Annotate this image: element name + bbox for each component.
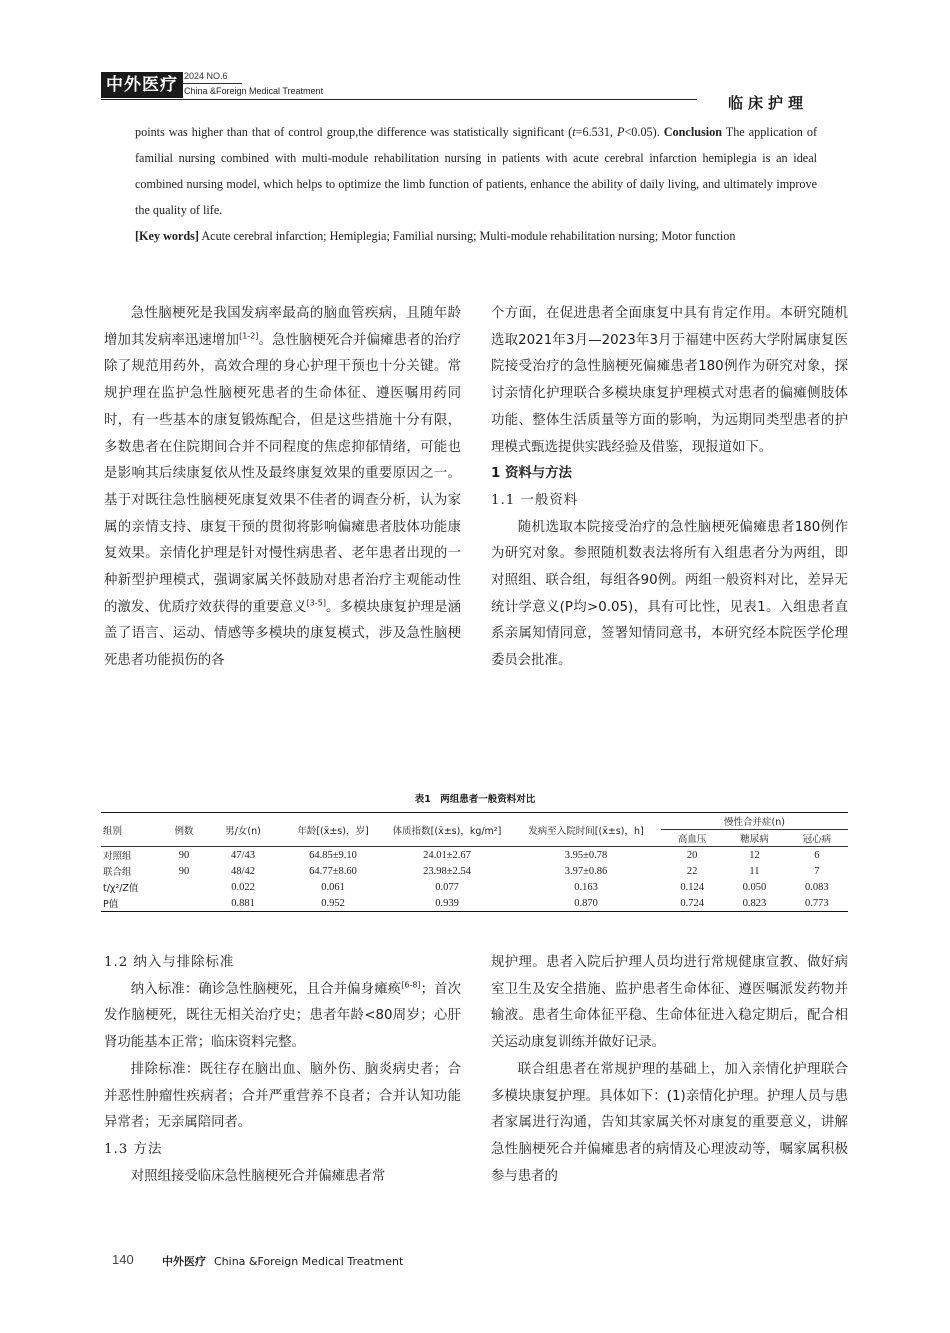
table-row: 对照组 90 47/43 64.85±9.10 24.01±2.67 3.95±0.78 20 12 6: [101, 847, 848, 864]
journal-english-title: China &Foreign Medical Treatment: [184, 86, 324, 96]
col-bmi: 体质指数[(x̄±s)，kg/m²]: [383, 813, 511, 847]
methods-paragraph-cont: 规护理。患者入院后护理人员均进行常规健康宣教、做好病室卫生及安全措施、监护患者生命体征、遵医嘱派发药物并输液。患者生命体征平稳、生命体征进入稳定期后，配合相关运动康复训练并做好记录。: [491, 955, 848, 1051]
col-chd: 冠心病: [786, 830, 848, 847]
inclusion-criteria: 纳入标准：确诊急性脑梗死，且合并偏身瘫痪[6-8]；首次发作脑梗死，既往无相关治疗史；患者年龄<80周岁；心肝肾功能基本正常；临床资料完整。: [104, 980, 461, 1051]
citation-3-5: [3-5]: [306, 598, 326, 608]
col-sex: 男/女(n): [203, 813, 283, 847]
table-caption: 表1 两组患者一般资料对比: [414, 794, 536, 805]
body-column-left-top: [104, 301, 461, 675]
abstract-conclusion: points was higher than that of control group,the difference was statistically significant (t=6.531, P<0.05). Conclusion The application of familial nursing combined with multi-module rehabilitation nursing in patients with acute cerebral infarction hemiplegia is an ideal combined nursing model, which helps to optimize the limb function of patients, enhance the ability of daily living, and ultimately improve the quality of life.: [135, 125, 818, 217]
keywords: [Key words] Acute cerebral infarction; Hemiplegia; Familial nursing; Multi-module rehabilitation nursing; Motor function: [135, 229, 736, 243]
general-data-paragraph: 随机选取本院接受治疗的急性脑梗死偏瘫患者180例作为研究对象。参照随机数表法将所有入组患者分为两组，即对照组、联合组，每组各90例。两组一般资料对比，差异无统计学意义(P均>0.05)，具有可比性，见表1。入组患者直系亲属知情同意，签署知情同意书，本研究经本院医学伦理委员会批准。: [491, 519, 848, 669]
col-group: 组别: [101, 813, 165, 847]
keywords-label: [Key words]: [135, 229, 199, 243]
section-heading-1: 1 资料与方法: [491, 466, 572, 482]
abstract: [135, 119, 817, 249]
intro-paragraph: 急性脑梗死是我国发病率最高的脑血管疾病，且随年龄增加其发病率迅速增加[1-2]。急性脑梗死合并偏瘫患者的治疗除了规范用药外，高效合理的身心护理干预也十分关键。常规护理在监护急性脑梗死患者的生命体征、遵医嘱用药同时，有一些基本的康复锻炼配合，但是这些措施十分有限，多数患者在住院期间合并不同程度的焦虑抑郁情绪，可能也是影响其后续康复依从性及最终康复效果的重要原因之一。基于对既往急性脑梗死康复效果不佳者的调查分析，认为家属的亲情支持、康复干预的贯彻将影响偏瘫患者肢体功能康复效果。亲情化护理是针对慢性病患者、老年患者出现的一种新型护理模式，强调家属关怀鼓励对患者治疗主观能动性的激发、优质疗效获得的重要意义[3-5]。多模块康复护理是涵盖了语言、运动、情感等多模块的康复模式，涉及急性脑梗死患者功能损伤的各: [104, 306, 462, 669]
table-row: P值 0.881 0.952 0.939 0.870 0.724 0.823 0.773: [101, 895, 848, 912]
methods-paragraph: 对照组接受临床急性脑梗死合并偏瘫患者常: [130, 1168, 386, 1184]
header-divider-short: [182, 83, 242, 84]
body-column-right-top: [491, 301, 848, 675]
section-heading-1-1: 1.1 一般资料: [491, 492, 579, 508]
section-heading-1-2: 1.2 纳入与排除标准: [104, 955, 235, 970]
footer-journal: 中外医疗 China &Foreign Medical Treatment: [162, 1255, 404, 1268]
intro-paragraph-cont: 个方面，在促进患者全面康复中具有肯定作用。本研究随机选取2021年3月—2023年3月于福建中医药大学附属康复医院接受治疗的急性脑梗死偏瘫患者180例作为研究对象，探讨亲情化护理联合多模块康复护理模式对患者的偏瘫侧肢体功能、整体生活质量等方面的影响，为远期同类型患者的护理模式甄选提供实践经验及借鉴，现报道如下。: [491, 306, 848, 455]
col-age: 年龄[(x̄±s)，岁]: [283, 813, 383, 847]
issue-number: 2024 NO.6: [184, 71, 228, 81]
exclusion-criteria: 排除标准：既往存在脑出血、脑外伤、脑炎病史者；合并恶性肿瘤性疾病者；合并严重营养不良者；合并认知功能异常者；无亲属陪同者。: [104, 1061, 461, 1131]
conclusion-label: Conclusion: [663, 125, 722, 139]
section-title: 临床护理: [728, 94, 809, 112]
col-diabetes: 糖尿病: [723, 830, 785, 847]
col-time: 发病至入院时间[(x̄±s)，h]: [511, 813, 661, 847]
combined-group-paragraph: 联合组患者在常规护理的基础上，加入亲情化护理联合多模块康复护理。具体如下：(1)亲情化护理。护理人员与患者家属进行沟通，告知其家属关怀对康复的重要意义，讲解急性脑梗死合并偏瘫患者的病情及心理波动等，嘱家属积极参与患者的: [491, 1061, 848, 1184]
body-column-left-bottom: [104, 950, 461, 1190]
journal-logo: 中外医疗: [101, 72, 183, 98]
table-row: 联合组 90 48/42 64.77±8.60 23.98±2.54 3.97±0.86 22 11 7: [103, 865, 820, 878]
col-chronic: 慢性合并症(n): [661, 813, 848, 830]
baseline-table: [101, 812, 848, 912]
page-number: 140: [112, 1252, 134, 1267]
body-column-right-bottom: [491, 950, 848, 1190]
header-divider: [101, 99, 697, 100]
citation-6-8: [6-8]: [401, 980, 421, 990]
table-row: t/χ²/Z值 0.022 0.061 0.077 0.163 0.124 0.050 0.083: [103, 881, 829, 894]
section-heading-1-3: 1.3 方法: [104, 1141, 163, 1157]
col-hypertension: 高血压: [661, 830, 723, 847]
citation-1-2: [1-2]: [239, 331, 259, 341]
col-n: 例数: [165, 813, 203, 847]
